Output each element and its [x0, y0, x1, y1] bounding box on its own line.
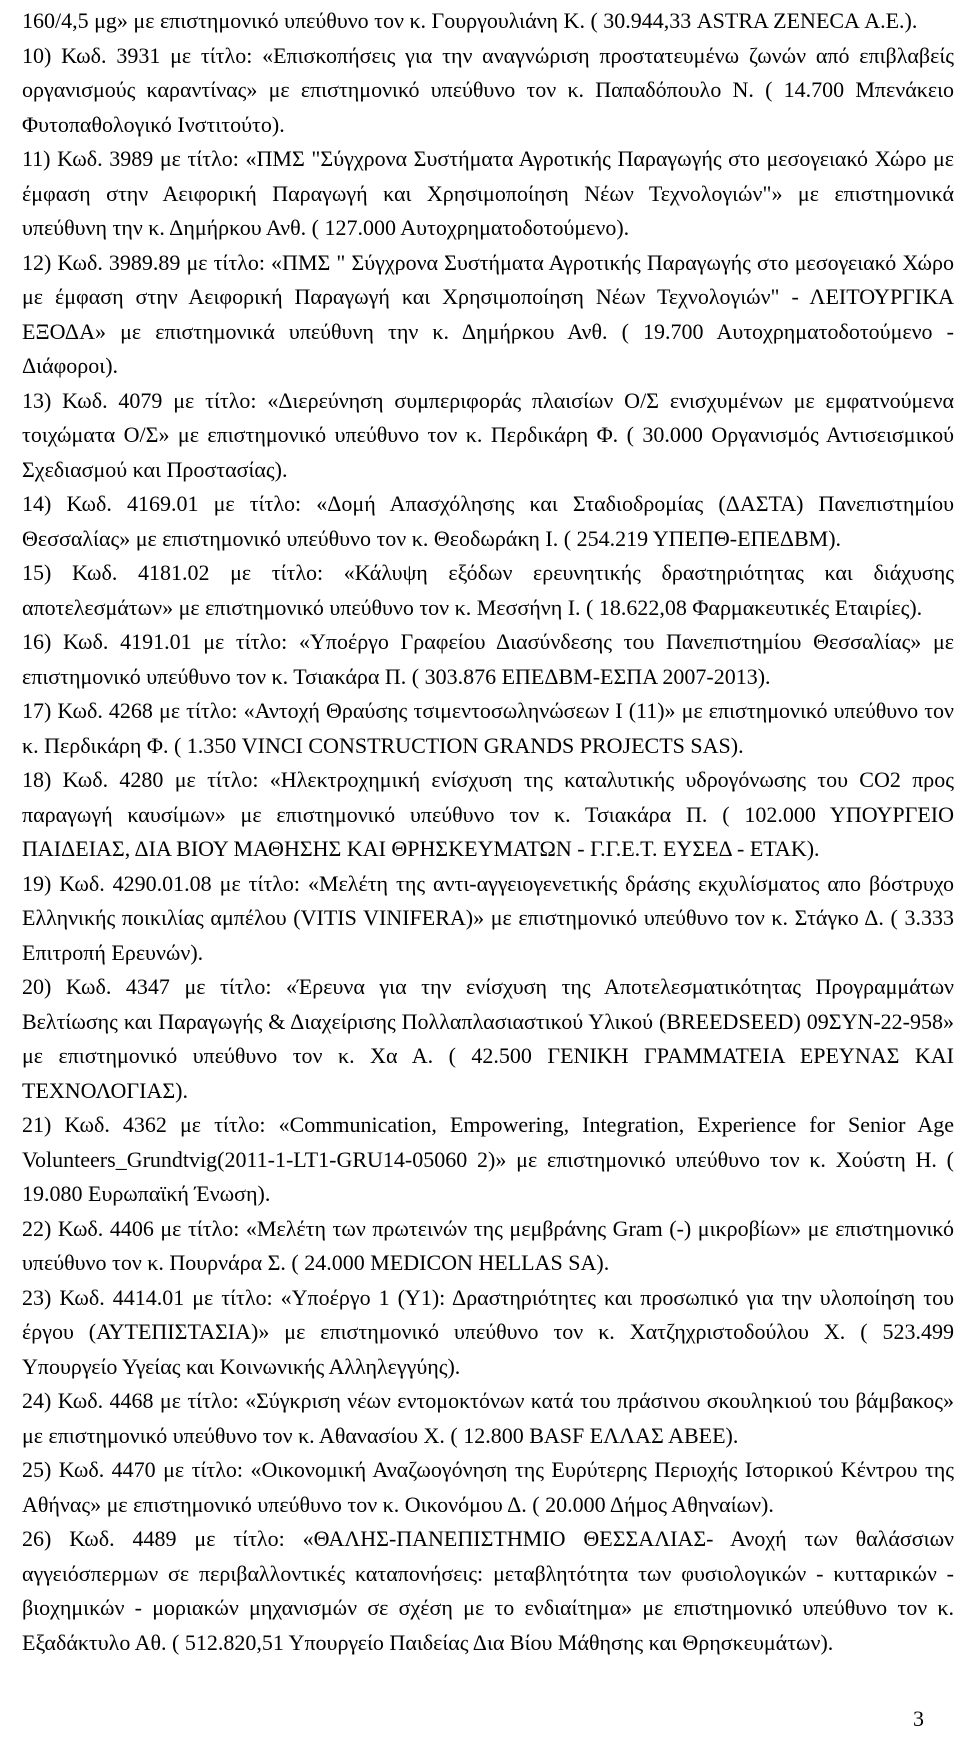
- entry-10: 10) Κωδ. 3931 με τίτλο: «Επισκοπήσεις για την αναγνώριση προστατευμένω ζωνών από επιβλαβείς οργανισμούς καραντίνας» με επιστημονικό υπεύθυνο τον κ. Παπαδόπουλο Ν. ( 14.700 Μπενάκειο Φυτοπαθολογικό Ινστιτούτο).: [22, 42, 954, 137]
- page-number: 3: [913, 1706, 924, 1731]
- entry-17: 17) Κωδ. 4268 με τίτλο: «Αντοχή Θραύσης τσιμεντοσωληνώσεων Ι (11)» με επιστημονικό υπεύθυνο τον κ. Περδικάρη Φ. ( 1.350 VINCI CONSTRUCTION GRANDS PROJECTS SAS).: [22, 698, 954, 758]
- entry-22: 22) Κωδ. 4406 με τίτλο: «Μελέτη των πρωτεινών της μεμβράνης Gram (-) μικροβίων» με επιστημονικό υπεύθυνο τον κ. Πουρνάρα Σ. ( 24.000 MEDICON HELLAS SA).: [22, 1215, 954, 1275]
- entry-16: 16) Κωδ. 4191.01 με τίτλο: «Υποέργο Γραφείου Διασύνδεσης του Πανεπιστημίου Θεσσαλίας» με επιστημονικό υπεύθυνο τον κ. Τσιακάρα Π. ( 303.876 ΕΠΕΔΒΜ-ΕΣΠΑ 2007-2013).: [22, 629, 954, 689]
- entry-23: 23) Κωδ. 4414.01 με τίτλο: «Υποέργο 1 (Υ1): Δραστηριότητες και προσωπικό για την υλοποίηση του έργου (ΑΥΤΕΠΙΣΤΑΣΙΑ)» με επιστημονικό υπεύθυνο τον κ. Χατζηχριστοδούλου Χ. ( 523.499 Υπουργείο Υγείας και Κοινωνικής Αλληλεγγύης).: [22, 1284, 954, 1379]
- entry-18: 18) Κωδ. 4280 με τίτλο: «Ηλεκτροχημική ενίσχυση της καταλυτικής υδρογόνωσης του CO2 προς παραγωγή καυσίμων» με επιστημονικό υπεύθυνο τον κ. Τσιακάρα Π. ( 102.000 ΥΠΟΥΡΓΕΙΟ ΠΑΙΔΕΙΑΣ, ΔΙΑ ΒΙΟΥ ΜΑΘΗΣΗΣ ΚΑΙ ΘΡΗΣΚΕΥΜΑΤΩΝ - Γ.Γ.Ε.Τ. ΕΥΣΕΔ - ΕΤΑΚ).: [22, 767, 954, 861]
- entry-21: 21) Κωδ. 4362 με τίτλο: «Communication, Empowering, Integration, Experience for Senior Age Volunteers_Grundtvig(2011-1-LT1-GRU14-05060 2)» με επιστημονικό υπεύθυνο τον κ. Χούστη Η. ( 19.080 Ευρωπαϊκή Ένωση).: [22, 1112, 954, 1206]
- entry-11: 11) Κωδ. 3989 με τίτλο: «ΠΜΣ "Σύγχρονα Συστήματα Αγροτικής Παραγωγής στο μεσογειακό Χώρο με έμφαση στην Αειφορική Παραγωγή και Χρησιμοποίηση Νέων Τεχνολογιών"» με επιστημονικά υπεύθυνη την κ. Δημήρκου Ανθ. ( 127.000 Αυτοχρηματοδοτούμενο).: [22, 146, 954, 240]
- entry-13: 13) Κωδ. 4079 με τίτλο: «Διερεύνηση συμπεριφοράς πλαισίων Ο/Σ ενισχυμένων με εμφατνούμενα τοιχώματα Ο/Σ» με επιστημονικό υπεύθυνο τον κ. Περδικάρη Φ. ( 30.000 Οργανισμός Αντισεισμικού Σχεδιασμού και Προστασίας).: [22, 387, 954, 482]
- entry-19: 19) Κωδ. 4290.01.08 με τίτλο: «Μελέτη της αντι-αγγειογενετικής δράσης εκχυλίσματος απο βόστρυχο Ελληνικής ποικιλίας αμπέλου (VITIS VINIFERA)» με επιστημονικό υπεύθυνο τον κ. Στάγκο Δ. ( 3.333 Επιτροπή Ερευνών).: [22, 870, 954, 965]
- entry-15: 15) Κωδ. 4181.02 με τίτλο: «Κάλυψη εξόδων ερευνητικής δραστηριότητας και διάχυσης αποτελεσμάτων» με επιστημονικό υπεύθυνο τον κ. Μεσσήνη Ι. ( 18.622,08 Φαρμακευτικές Εταιρίες).: [22, 560, 954, 620]
- entry-20: 20) Κωδ. 4347 με τίτλο: «Έρευνα για την ενίσχυση της Αποτελεσματικότητας Προγραμμάτων Βελτίωσης και Παραγωγής & Διαχείρισης Πολλαπλασιαστικού Υλικού (BREEDSEED) 09ΣΥΝ-22-958» με επιστημονικό υπεύθυνο τον κ. Χα Α. ( 42.500 ΓΕΝΙΚΗ ΓΡΑΜΜΑΤΕΙΑ ΕΡΕΥΝΑΣ ΚΑΙ ΤΕΧΝΟΛΟΓΙΑΣ).: [22, 974, 954, 1103]
- document-body: [22, 4, 954, 1660]
- entry-25: 25) Κωδ. 4470 με τίτλο: «Οικονομική Αναζωογόνηση της Ευρύτερης Περιοχής Ιστορικού Κέντρου της Αθήνας» με επιστημονικό υπεύθυνο τον κ. Οικονόμου Δ. ( 20.000 Δήμος Αθηναίων).: [22, 1457, 954, 1517]
- entry-continuation: 160/4,5 μg» με επιστημονικό υπεύθυνο τον κ. Γουργουλιάνη Κ. ( 30.944,33 ASTRA ZENECA Α.Ε.).: [22, 8, 918, 33]
- entry-12: 12) Κωδ. 3989.89 με τίτλο: «ΠΜΣ " Σύγχρονα Συστήματα Αγροτικής Παραγωγής στο μεσογειακό Χώρο με έμφαση στην Αειφορική Παραγωγή και Χρησιμοποίηση Νέων Τεχνολογιών" - ΛΕΙΤΟΥΡΓΙΚΑ ΕΞΟΔΑ» με επιστημονικά υπεύθυνη την κ. Δημήρκου Ανθ. ( 19.700 Αυτοχρηματοδοτούμενο - Διάφοροι).: [22, 249, 954, 378]
- entry-24: 24) Κωδ. 4468 με τίτλο: «Σύγκριση νέων εντομοκτόνων κατά του πράσινου σκουληκιού του βάμβακος» με επιστημονικό υπεύθυνο τον κ. Αθανασίου Χ. ( 12.800 BASF ΕΛΛΑΣ ΑΒΕΕ).: [22, 1388, 954, 1448]
- entry-14: 14) Κωδ. 4169.01 με τίτλο: «Δομή Απασχόλησης και Σταδιοδρομίας (ΔΑΣΤΑ) Πανεπιστημίου Θεσσαλίας» με επιστημονικό υπεύθυνο τον κ. Θεοδωράκη Ι. ( 254.219 ΥΠΕΠΘ-ΕΠΕΔΒΜ).: [22, 491, 954, 551]
- entry-26: 26) Κωδ. 4489 με τίτλο: «ΘΑΛΗΣ-ΠΑΝΕΠΙΣΤΗΜΙΟ ΘΕΣΣΑΛΙΑΣ- Ανοχή των θαλάσσιων αγγειόσπερμων σε περιβαλλοντικές καταπονήσεις: μεταβλητότητα των φυσιολογικών - κυτταρικών - βιοχημικών - μοριακών μηχανισμών σε σχέση με το ενδιαίτημα» με επιστημονικό υπεύθυνο τον κ. Εξαδάκτυλο Αθ. ( 512.820,51 Υπουργείο Παιδείας Δια Βίου Μάθησης και Θρησκευμάτων).: [22, 1526, 954, 1655]
